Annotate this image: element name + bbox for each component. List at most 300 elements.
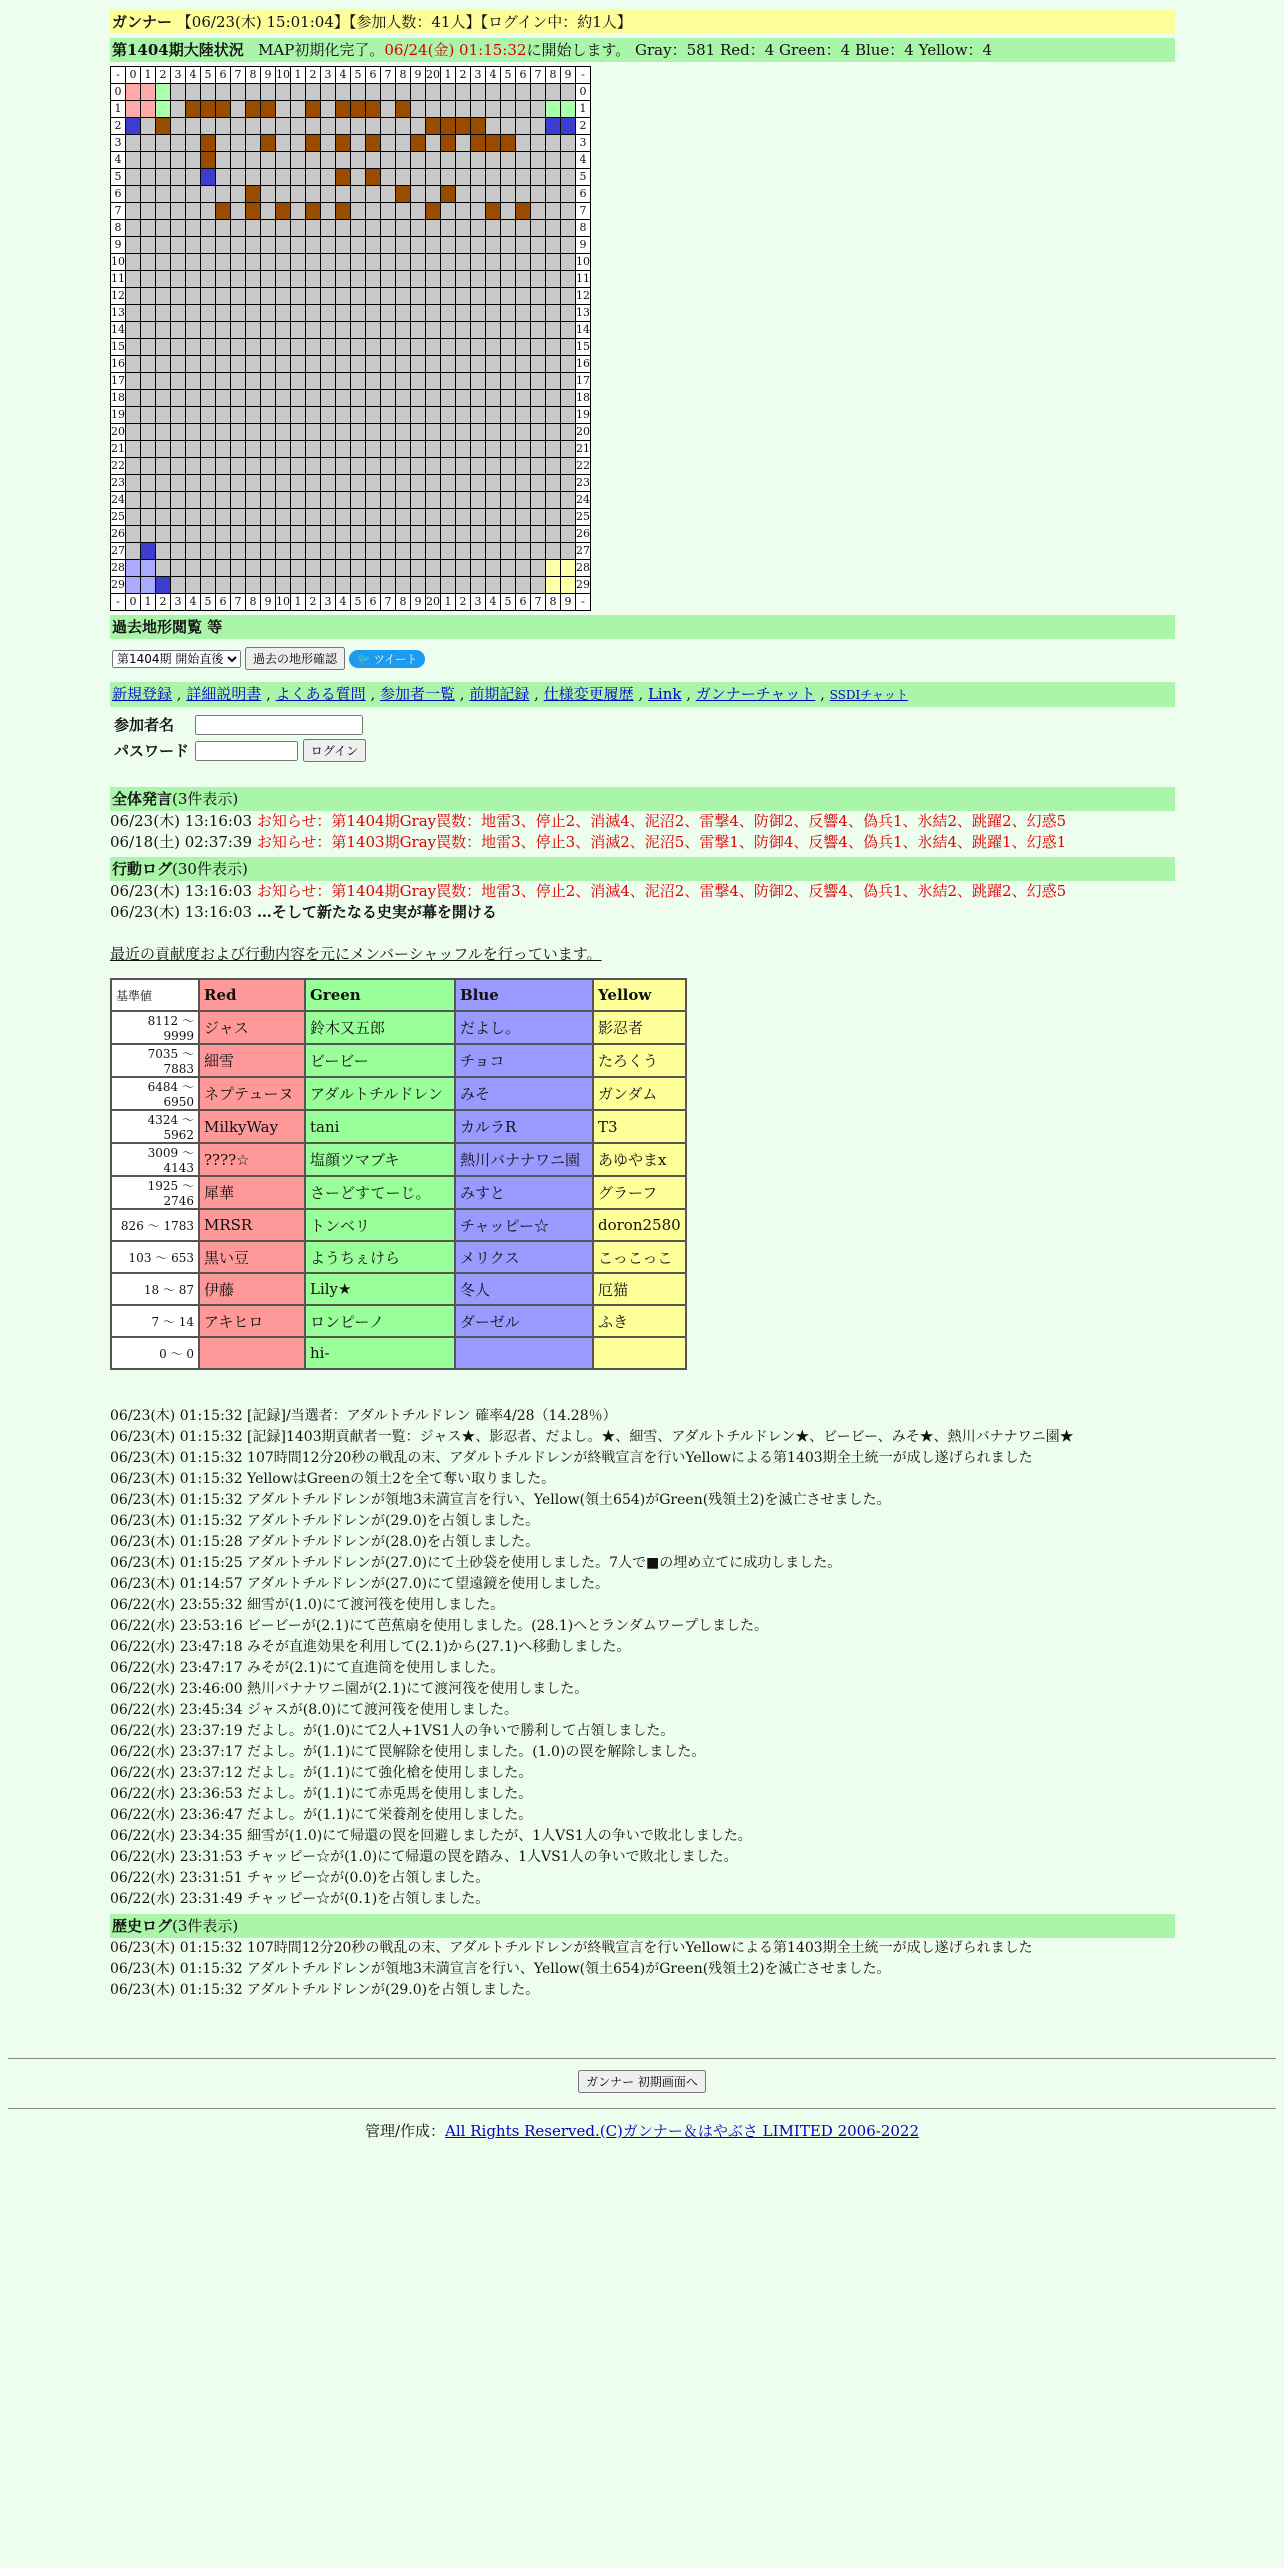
map-cell[interactable] [561,305,576,322]
map-cell[interactable] [561,186,576,203]
map-cell[interactable] [501,203,516,220]
map-cell[interactable] [156,373,171,390]
map-cell[interactable] [156,101,171,118]
map-cell[interactable] [141,237,156,254]
map-cell[interactable] [156,492,171,509]
map-cell[interactable] [126,101,141,118]
map-cell[interactable] [276,526,291,543]
map-cell[interactable] [291,305,306,322]
map-cell[interactable] [441,577,456,594]
map-cell[interactable] [321,135,336,152]
map-cell[interactable] [456,492,471,509]
map-cell[interactable] [381,526,396,543]
map-cell[interactable] [381,84,396,101]
map-cell[interactable] [501,509,516,526]
map-cell[interactable] [471,203,486,220]
map-cell[interactable] [291,135,306,152]
map-cell[interactable] [411,509,426,526]
map-cell[interactable] [186,322,201,339]
map-cell[interactable] [126,203,141,220]
map-cell[interactable] [426,526,441,543]
map-cell[interactable] [351,458,366,475]
map-cell[interactable] [231,288,246,305]
map-cell[interactable] [231,84,246,101]
map-cell[interactable] [231,101,246,118]
map-cell[interactable] [396,390,411,407]
map-cell[interactable] [471,288,486,305]
map-cell[interactable] [126,254,141,271]
map-cell[interactable] [531,560,546,577]
map-cell[interactable] [456,186,471,203]
map-cell[interactable] [561,424,576,441]
map-cell[interactable] [426,152,441,169]
map-cell[interactable] [291,390,306,407]
login-button[interactable]: ログイン [303,739,366,762]
map-cell[interactable] [321,84,336,101]
map-cell[interactable] [516,322,531,339]
map-cell[interactable] [411,118,426,135]
map-cell[interactable] [426,407,441,424]
map-cell[interactable] [291,560,306,577]
map-cell[interactable] [321,203,336,220]
map-cell[interactable] [186,169,201,186]
map-cell[interactable] [291,543,306,560]
map-cell[interactable] [171,424,186,441]
map-cell[interactable] [306,169,321,186]
map-cell[interactable] [531,101,546,118]
map-cell[interactable] [381,254,396,271]
map-cell[interactable] [291,441,306,458]
map-cell[interactable] [261,407,276,424]
map-cell[interactable] [186,186,201,203]
map-cell[interactable] [501,526,516,543]
map-cell[interactable] [201,169,216,186]
map-cell[interactable] [351,322,366,339]
map-cell[interactable] [486,220,501,237]
map-cell[interactable] [471,577,486,594]
map-cell[interactable] [336,305,351,322]
nav-link[interactable]: 仕様変更履歴 [543,685,634,703]
map-cell[interactable] [306,101,321,118]
map-cell[interactable] [201,424,216,441]
map-cell[interactable] [261,373,276,390]
map-cell[interactable] [201,339,216,356]
map-cell[interactable] [486,135,501,152]
map-cell[interactable] [501,237,516,254]
map-cell[interactable] [246,339,261,356]
map-cell[interactable] [246,203,261,220]
map-cell[interactable] [276,288,291,305]
map-cell[interactable] [456,322,471,339]
map-cell[interactable] [501,220,516,237]
map-cell[interactable] [156,220,171,237]
credit-link[interactable]: All Rights Reserved.(C)ガンナー＆はやぶさ LIMITED 2006-2022 [445,2122,920,2140]
map-cell[interactable] [381,203,396,220]
map-cell[interactable] [171,458,186,475]
map-cell[interactable] [441,135,456,152]
map-cell[interactable] [171,560,186,577]
map-cell[interactable] [261,135,276,152]
map-cell[interactable] [396,322,411,339]
map-cell[interactable] [441,475,456,492]
map-cell[interactable] [456,101,471,118]
map-cell[interactable] [351,373,366,390]
map-cell[interactable] [141,560,156,577]
map-cell[interactable] [396,288,411,305]
map-cell[interactable] [546,237,561,254]
map-cell[interactable] [306,135,321,152]
map-cell[interactable] [486,339,501,356]
map-cell[interactable] [531,407,546,424]
map-cell[interactable] [486,186,501,203]
map-cell[interactable] [291,526,306,543]
map-cell[interactable] [246,101,261,118]
map-cell[interactable] [531,543,546,560]
map-cell[interactable] [396,237,411,254]
map-cell[interactable] [186,509,201,526]
map-cell[interactable] [201,152,216,169]
map-cell[interactable] [561,543,576,560]
map-cell[interactable] [381,305,396,322]
map-cell[interactable] [456,237,471,254]
map-cell[interactable] [426,543,441,560]
map-cell[interactable] [156,169,171,186]
map-cell[interactable] [126,373,141,390]
map-cell[interactable] [366,475,381,492]
map-cell[interactable] [546,118,561,135]
map-cell[interactable] [216,373,231,390]
map-cell[interactable] [186,492,201,509]
map-cell[interactable] [516,271,531,288]
map-cell[interactable] [201,441,216,458]
map-cell[interactable] [186,254,201,271]
map-cell[interactable] [396,373,411,390]
map-cell[interactable] [306,288,321,305]
map-cell[interactable] [246,475,261,492]
map-cell[interactable] [366,203,381,220]
map-cell[interactable] [336,543,351,560]
map-cell[interactable] [306,322,321,339]
map-cell[interactable] [246,407,261,424]
map-cell[interactable] [336,186,351,203]
map-cell[interactable] [261,271,276,288]
map-cell[interactable] [171,390,186,407]
map-cell[interactable] [141,577,156,594]
map-cell[interactable] [261,169,276,186]
map-cell[interactable] [156,203,171,220]
map-cell[interactable] [516,526,531,543]
map-cell[interactable] [171,373,186,390]
map-cell[interactable] [201,220,216,237]
map-cell[interactable] [201,526,216,543]
map-cell[interactable] [381,220,396,237]
map-cell[interactable] [396,543,411,560]
map-cell[interactable] [546,373,561,390]
map-cell[interactable] [171,169,186,186]
map-cell[interactable] [186,84,201,101]
map-cell[interactable] [411,254,426,271]
map-cell[interactable] [411,356,426,373]
map-cell[interactable] [516,169,531,186]
map-cell[interactable] [216,322,231,339]
map-cell[interactable] [306,407,321,424]
map-cell[interactable] [291,339,306,356]
map-cell[interactable] [216,509,231,526]
map-cell[interactable] [336,577,351,594]
map-cell[interactable] [411,203,426,220]
map-cell[interactable] [261,254,276,271]
map-cell[interactable] [381,101,396,118]
map-cell[interactable] [471,475,486,492]
map-cell[interactable] [411,424,426,441]
map-cell[interactable] [351,560,366,577]
map-cell[interactable] [261,526,276,543]
map-cell[interactable] [126,458,141,475]
map-cell[interactable] [471,237,486,254]
map-cell[interactable] [171,407,186,424]
map-cell[interactable] [216,84,231,101]
map-cell[interactable] [456,203,471,220]
map-cell[interactable] [546,322,561,339]
map-cell[interactable] [546,390,561,407]
map-cell[interactable] [186,441,201,458]
map-cell[interactable] [441,373,456,390]
map-cell[interactable] [141,407,156,424]
map-cell[interactable] [141,390,156,407]
map-cell[interactable] [231,339,246,356]
map-cell[interactable] [561,560,576,577]
map-cell[interactable] [366,339,381,356]
map-cell[interactable] [441,441,456,458]
map-cell[interactable] [366,560,381,577]
map-cell[interactable] [291,237,306,254]
map-cell[interactable] [201,101,216,118]
map-cell[interactable] [231,254,246,271]
map-cell[interactable] [171,492,186,509]
map-cell[interactable] [336,118,351,135]
map-cell[interactable] [351,84,366,101]
map-cell[interactable] [486,254,501,271]
map-cell[interactable] [126,152,141,169]
map-cell[interactable] [381,152,396,169]
past-terrain-button[interactable]: 過去の地形確認 [245,647,345,670]
map-cell[interactable] [306,509,321,526]
map-cell[interactable] [441,237,456,254]
map-cell[interactable] [246,356,261,373]
map-cell[interactable] [321,390,336,407]
map-cell[interactable] [546,101,561,118]
map-cell[interactable] [186,458,201,475]
map-cell[interactable] [546,407,561,424]
map-cell[interactable] [156,407,171,424]
map-cell[interactable] [306,271,321,288]
map-cell[interactable] [261,560,276,577]
map-cell[interactable] [456,458,471,475]
map-cell[interactable] [246,577,261,594]
map-cell[interactable] [456,560,471,577]
map-cell[interactable] [306,475,321,492]
map-cell[interactable] [351,169,366,186]
map-cell[interactable] [156,441,171,458]
map-cell[interactable] [201,458,216,475]
map-cell[interactable] [456,152,471,169]
map-cell[interactable] [516,560,531,577]
map-cell[interactable] [456,118,471,135]
map-cell[interactable] [291,271,306,288]
map-cell[interactable] [141,441,156,458]
map-cell[interactable] [366,254,381,271]
password-input[interactable] [195,741,298,761]
map-cell[interactable] [456,407,471,424]
map-cell[interactable] [381,560,396,577]
map-cell[interactable] [411,220,426,237]
map-cell[interactable] [531,118,546,135]
map-cell[interactable] [216,407,231,424]
map-cell[interactable] [426,271,441,288]
map-cell[interactable] [411,84,426,101]
map-cell[interactable] [186,577,201,594]
map-cell[interactable] [141,288,156,305]
map-cell[interactable] [156,152,171,169]
map-cell[interactable] [126,271,141,288]
map-cell[interactable] [501,560,516,577]
map-cell[interactable] [561,169,576,186]
map-cell[interactable] [351,271,366,288]
map-cell[interactable] [231,560,246,577]
map-cell[interactable] [321,220,336,237]
map-cell[interactable] [321,118,336,135]
map-cell[interactable] [546,492,561,509]
map-cell[interactable] [186,339,201,356]
map-cell[interactable] [546,560,561,577]
map-cell[interactable] [471,543,486,560]
map-cell[interactable] [336,237,351,254]
map-cell[interactable] [366,237,381,254]
map-cell[interactable] [231,526,246,543]
map-cell[interactable] [201,560,216,577]
map-cell[interactable] [216,118,231,135]
map-cell[interactable] [546,186,561,203]
map-cell[interactable] [516,152,531,169]
map-cell[interactable] [231,441,246,458]
map-cell[interactable] [426,135,441,152]
map-cell[interactable] [396,220,411,237]
map-cell[interactable] [321,254,336,271]
map-cell[interactable] [531,458,546,475]
map-cell[interactable] [471,390,486,407]
map-cell[interactable] [366,458,381,475]
map-cell[interactable] [201,203,216,220]
map-cell[interactable] [186,271,201,288]
map-cell[interactable] [411,526,426,543]
map-cell[interactable] [351,305,366,322]
map-cell[interactable] [261,441,276,458]
map-cell[interactable] [126,475,141,492]
map-cell[interactable] [441,424,456,441]
map-cell[interactable] [201,390,216,407]
map-cell[interactable] [291,424,306,441]
map-cell[interactable] [501,339,516,356]
map-cell[interactable] [486,118,501,135]
map-cell[interactable] [456,373,471,390]
map-cell[interactable] [411,169,426,186]
map-cell[interactable] [231,186,246,203]
map-cell[interactable] [261,101,276,118]
map-cell[interactable] [186,203,201,220]
map-cell[interactable] [366,118,381,135]
map-cell[interactable] [216,254,231,271]
map-cell[interactable] [276,322,291,339]
map-cell[interactable] [291,407,306,424]
map-cell[interactable] [351,356,366,373]
map-cell[interactable] [501,407,516,424]
map-cell[interactable] [156,356,171,373]
map-cell[interactable] [411,186,426,203]
map-cell[interactable] [501,84,516,101]
map-cell[interactable] [471,322,486,339]
map-cell[interactable] [561,288,576,305]
map-cell[interactable] [351,509,366,526]
map-cell[interactable] [246,424,261,441]
map-cell[interactable] [126,220,141,237]
map-cell[interactable] [231,543,246,560]
map-cell[interactable] [246,373,261,390]
map-cell[interactable] [396,169,411,186]
map-cell[interactable] [201,288,216,305]
map-cell[interactable] [471,560,486,577]
map-cell[interactable] [351,424,366,441]
map-cell[interactable] [126,135,141,152]
map-cell[interactable] [411,101,426,118]
map-cell[interactable] [456,84,471,101]
map-cell[interactable] [471,305,486,322]
term-select[interactable] [112,650,241,668]
map-cell[interactable] [411,339,426,356]
map-cell[interactable] [306,577,321,594]
map-cell[interactable] [231,509,246,526]
name-input[interactable] [195,715,363,735]
map-cell[interactable] [441,458,456,475]
map-cell[interactable] [291,186,306,203]
map-cell[interactable] [126,526,141,543]
map-cell[interactable] [261,475,276,492]
map-cell[interactable] [486,288,501,305]
map-cell[interactable] [531,577,546,594]
map-cell[interactable] [336,152,351,169]
map-cell[interactable] [276,271,291,288]
map-cell[interactable] [366,509,381,526]
map-cell[interactable] [321,475,336,492]
map-cell[interactable] [201,237,216,254]
map-cell[interactable] [291,254,306,271]
map-cell[interactable] [276,407,291,424]
map-cell[interactable] [171,526,186,543]
map-cell[interactable] [441,322,456,339]
map-cell[interactable] [231,407,246,424]
map-cell[interactable] [396,186,411,203]
map-cell[interactable] [321,339,336,356]
map-cell[interactable] [126,492,141,509]
nav-link[interactable]: Link [647,685,682,703]
map-cell[interactable] [456,577,471,594]
map-cell[interactable] [486,271,501,288]
map-cell[interactable] [381,441,396,458]
map-cell[interactable] [216,186,231,203]
map-cell[interactable] [351,254,366,271]
map-cell[interactable] [321,373,336,390]
map-cell[interactable] [126,118,141,135]
map-cell[interactable] [246,543,261,560]
